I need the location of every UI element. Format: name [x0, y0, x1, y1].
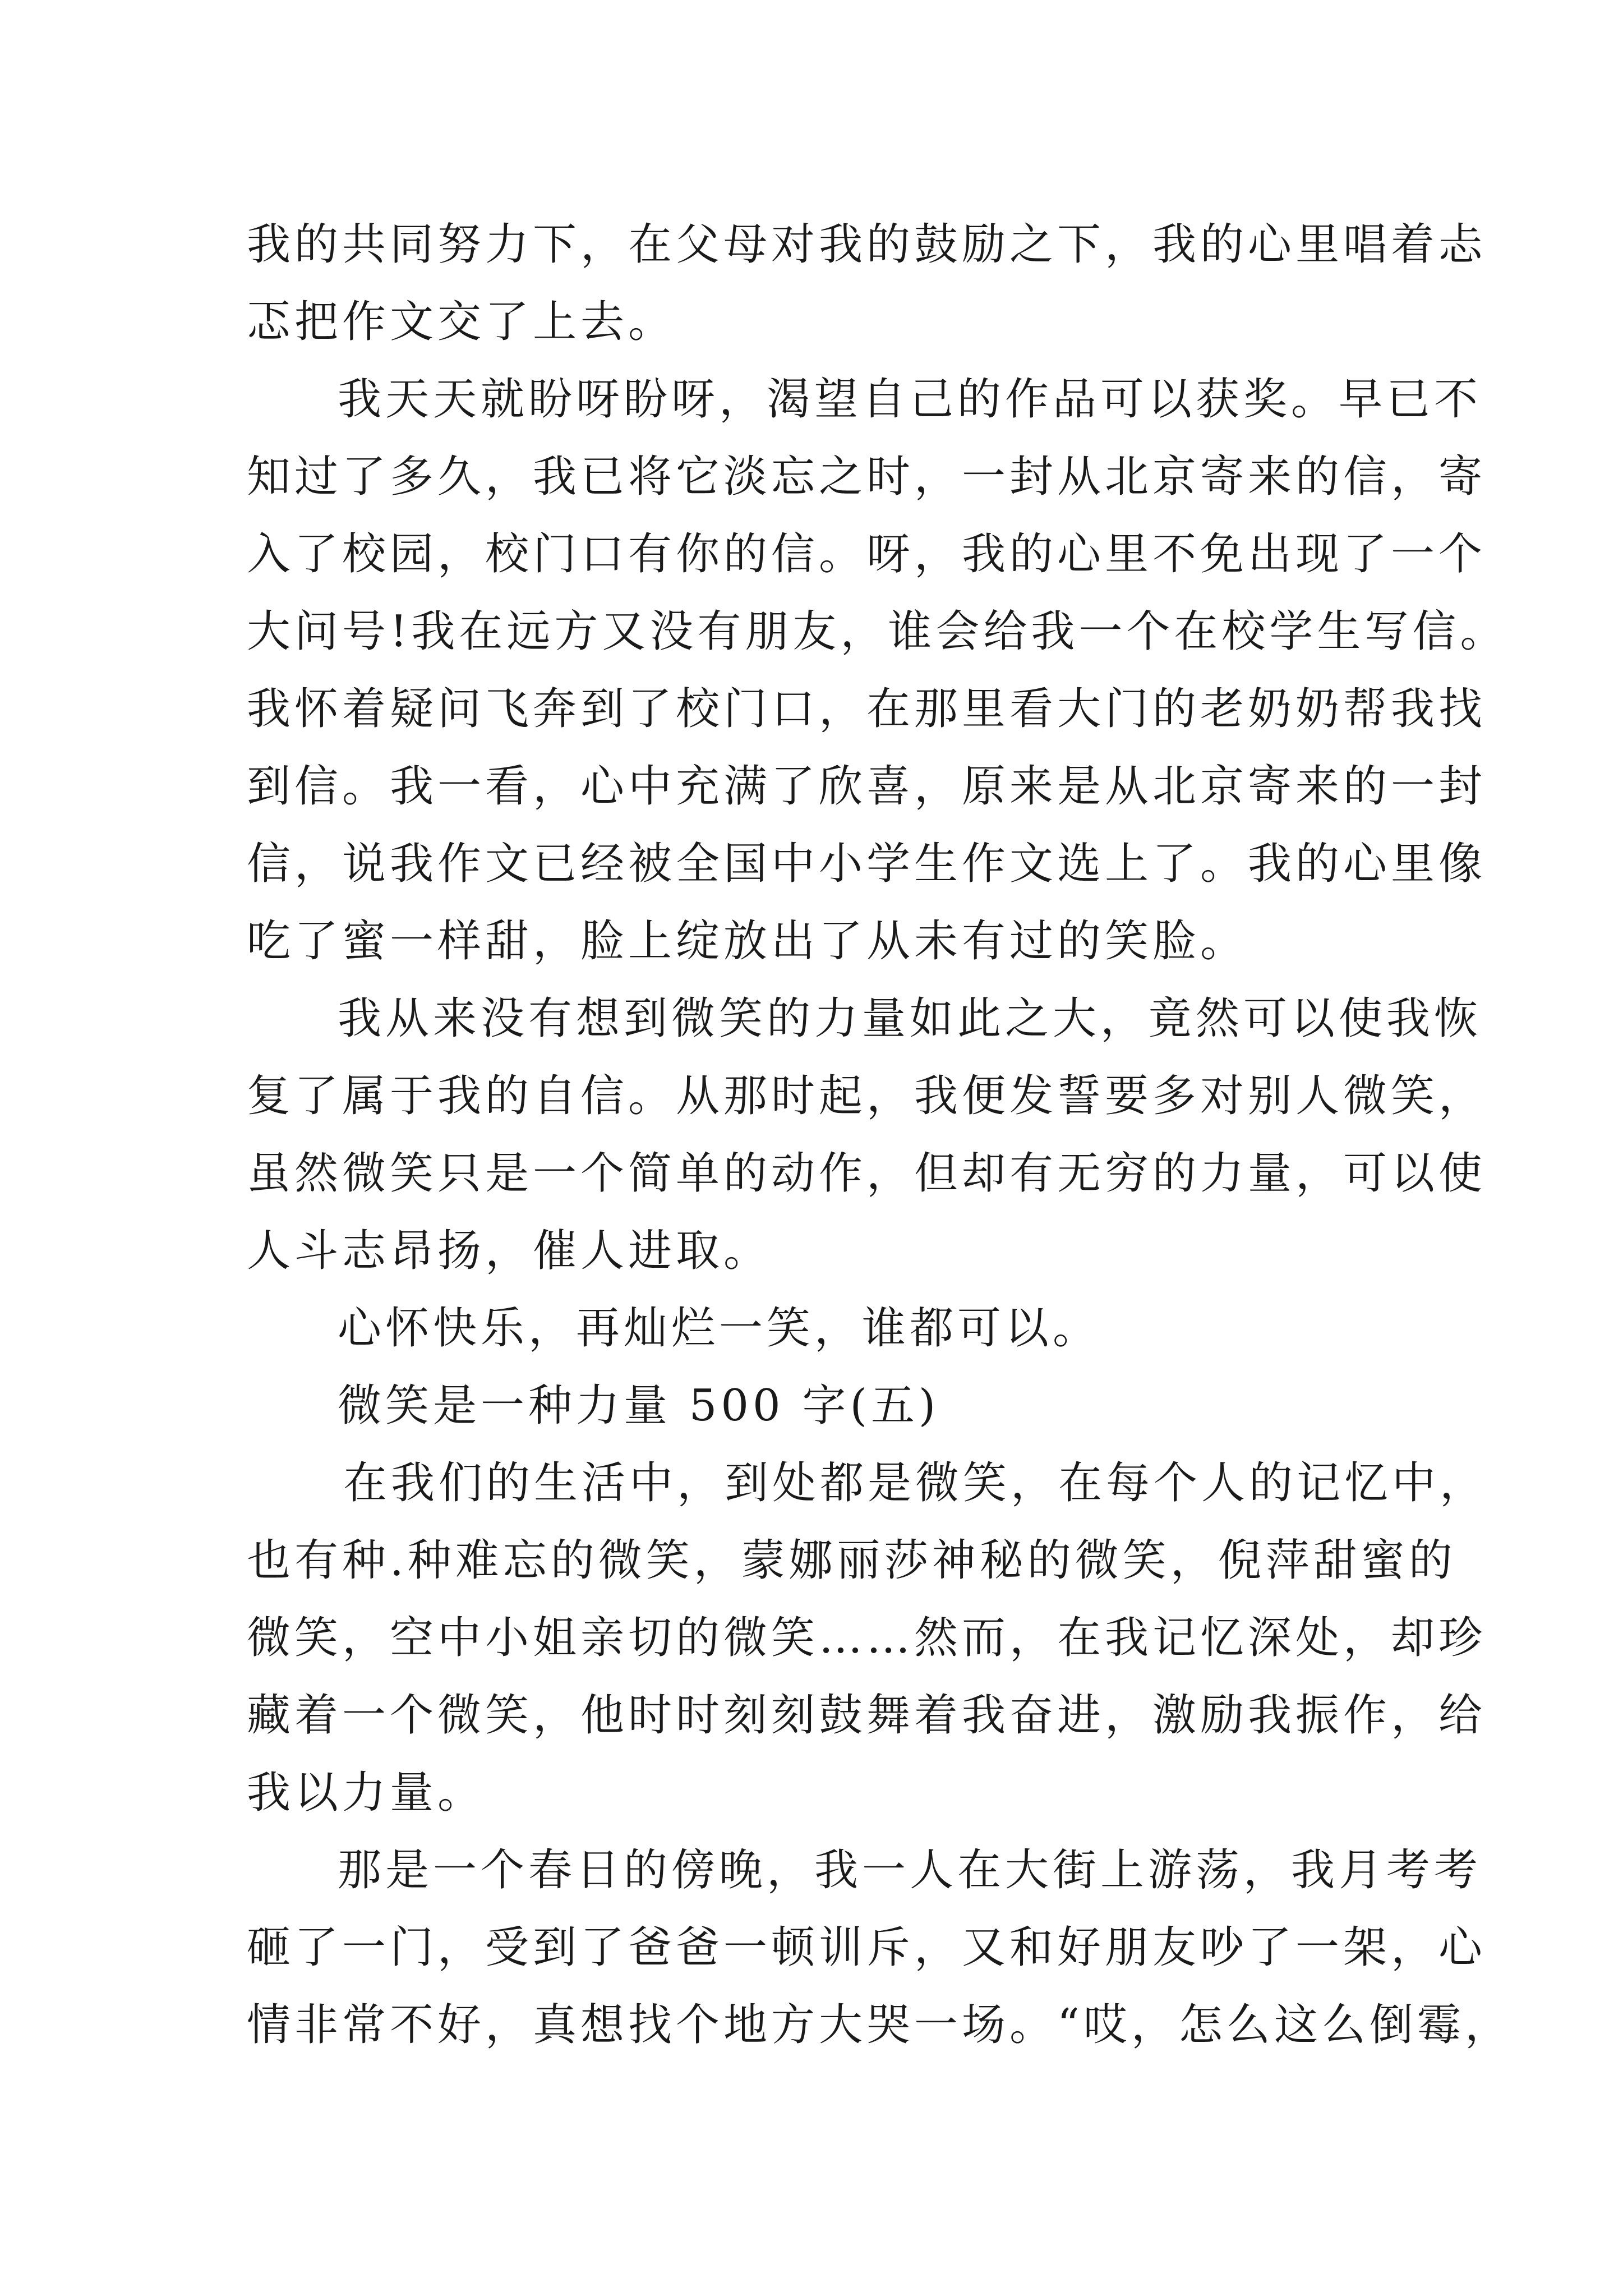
text-line: 藏着一个微笑，他时时刻刻鼓舞着我奋进，激励我振作，给 [247, 1690, 1487, 1741]
text-line: 微笑，空中小姐亲切的微笑……然而，在我记忆深处，却珍 [247, 1613, 1487, 1663]
text-line: 情非常不好，真想找个地方大哭一场。“哎，怎么这么倒霉， [247, 2000, 1513, 2050]
text-line: 我的共同努力下，在父母对我的鼓励之下，我的心里唱着忐 [247, 219, 1487, 270]
text-line: 复了属于我的自信。从那时起，我便发誓要多对别人微笑， [247, 1071, 1487, 1121]
text-line: 也有种.种难忘的微笑，蒙娜丽莎神秘的微笑，倪萍甜蜜的 [247, 1535, 1456, 1586]
text-line: 人斗志昂扬，催人进取。 [247, 1226, 772, 1276]
text-line: 我以力量。 [247, 1768, 486, 1818]
text-line: 砸了一门，受到了爸爸一顿训斥，又和好朋友吵了一架，心 [247, 1922, 1487, 1973]
text-line: 入了校园，校门口有你的信。呀，我的心里不免出现了一个 [247, 529, 1487, 579]
paragraph-start-line: 在我们的生活中，到处都是微笑，在每个人的记忆中， [343, 1458, 1488, 1508]
section-heading: 微笑是一种力量 500 字(五) [338, 1381, 940, 1431]
text-line: 虽然微笑只是一个简单的动作，但却有无穷的力量，可以使 [247, 1148, 1487, 1199]
paragraph-start-line: 我从来没有想到微笑的力量如此之大，竟然可以使我恢 [338, 993, 1482, 1044]
text-line: 吃了蜜一样甜，脸上绽放出了从未有过的笑脸。 [247, 916, 1248, 967]
paragraph-start-line: 心怀快乐，再灿烂一笑，谁都可以。 [338, 1303, 1101, 1354]
text-line: 我怀着疑问飞奔到了校门口，在那里看大门的老奶奶帮我找 [247, 684, 1487, 734]
text-line: 信，说我作文已经被全国中小学生作文选上了。我的心里像 [247, 839, 1487, 889]
paragraph-start-line: 那是一个春日的傍晚，我一人在大街上游荡，我月考考 [338, 1845, 1482, 1895]
text-line: 知过了多久，我已将它淡忘之时，一封从北京寄来的信，寄 [247, 452, 1487, 502]
text-line: 大问号!我在远方又没有朋友，谁会给我一个在校学生写信。 [247, 606, 1508, 657]
text-line: 到信。我一看，心中充满了欣喜，原来是从北京寄来的一封 [247, 761, 1487, 812]
paragraph-start-line: 我天天就盼呀盼呀，渴望自己的作品可以获奖。早已不 [338, 374, 1482, 425]
text-line: 忑把作文交了上去。 [247, 297, 676, 347]
